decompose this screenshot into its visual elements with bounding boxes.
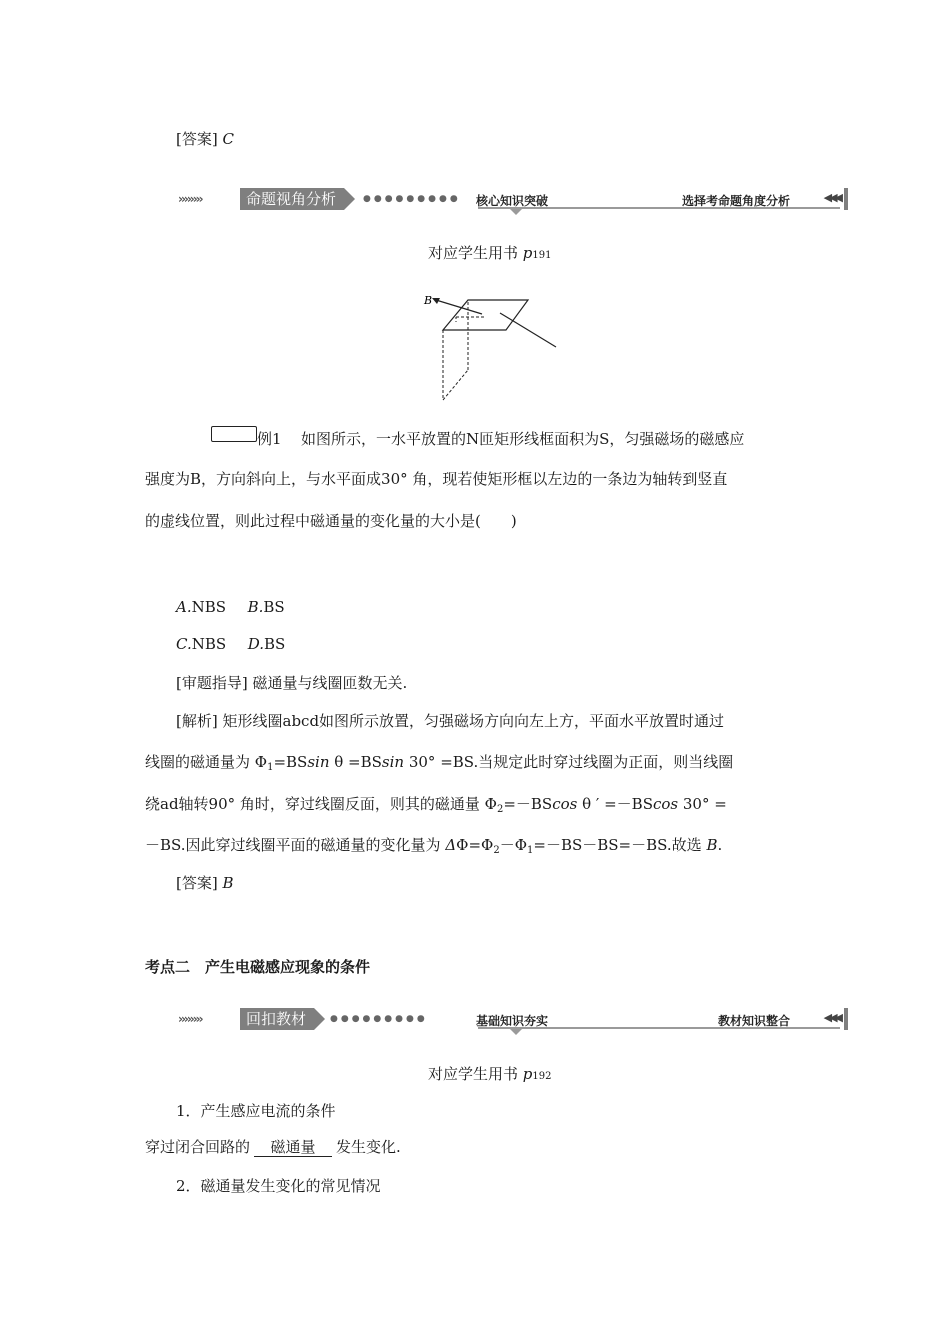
- analysis-text-3d: 30° =: [678, 795, 727, 813]
- analysis-choice: B: [706, 836, 718, 854]
- item-1-title: 1．产生感应电流的条件: [176, 1102, 336, 1120]
- dots-decoration: ●●●●●●●●●: [363, 194, 461, 204]
- analysis-text-3a: 绕ad轴转90° 角时，穿过线圈反面，则其的磁通量 Φ: [145, 795, 497, 813]
- magnetic-field-figure: [418, 290, 563, 405]
- analysis-line-1: [176, 710, 724, 731]
- answer-label: [答案]: [176, 130, 218, 148]
- item-1-text: [145, 1136, 401, 1157]
- banner-pointer-icon: [510, 1029, 522, 1035]
- option-c-text: NBS: [191, 635, 227, 653]
- guide-line: [176, 672, 407, 693]
- subscript-1: 1: [267, 762, 274, 773]
- guide-text: 磁通量与线圈匝数无关.: [252, 674, 408, 692]
- analysis-period: .: [717, 836, 723, 854]
- example-line-1: 如图所示，一水平放置的N匝矩形线框面积为S，匀强磁场的磁感应: [301, 430, 745, 448]
- banner-center-label: 基础知识夯实: [476, 1014, 549, 1028]
- analysis-line-2: [145, 751, 733, 773]
- analysis-text-4a: －BS.因此穿过线圈平面的磁通量的变化量为: [145, 836, 446, 854]
- item-1-text-a: 穿过闭合回路的: [145, 1138, 251, 1156]
- answer-value: C: [222, 130, 234, 148]
- cos-function: cos: [652, 795, 679, 813]
- analysis-text-2c: θ =BS: [329, 753, 382, 771]
- example-tag: 例1: [257, 430, 282, 448]
- item-2-title: 2．磁通量发生变化的常见情况: [176, 1177, 381, 1195]
- analysis-text-2d: 30° =BS.当规定此时穿过线圈为正面，则当线圈: [404, 753, 734, 771]
- section-banner-analysis: [178, 188, 848, 212]
- answer-line-1: [176, 128, 234, 149]
- section-title: 考点二 产生电磁感应现象的条件: [145, 958, 371, 976]
- chevrons-right-icon: ››››››››: [178, 1012, 202, 1026]
- analysis-text-2a: 线圈的磁通量为 Φ: [145, 753, 268, 771]
- options-row-1: [176, 598, 285, 616]
- delta-symbol: Δ: [445, 836, 457, 854]
- option-c-letter: C.: [176, 635, 192, 653]
- reference-page-number: 191: [532, 250, 552, 261]
- answer-line-2: [176, 872, 234, 893]
- banner-right-label: 教材知识整合: [717, 1014, 790, 1028]
- banner-pointer-icon: [510, 209, 522, 215]
- example-marker-icon: [211, 426, 257, 442]
- chevrons-left-icon: ◀◀◀: [823, 1011, 840, 1024]
- reference-page-prefix: p: [522, 1065, 533, 1083]
- banner-tag: 命题视角分析: [240, 188, 344, 210]
- book-reference-1: [428, 242, 552, 263]
- dots-decoration: ●●●●●●●●●: [330, 1014, 428, 1024]
- analysis-text-3c: θ ′ =－BS: [577, 795, 653, 813]
- answer-value: B: [222, 874, 234, 892]
- item-1-text-b: 发生变化.: [336, 1138, 401, 1156]
- option-b-letter: B.: [247, 598, 264, 616]
- option-a-text: NBS: [191, 598, 227, 616]
- sin-function: sin: [381, 753, 405, 771]
- banner-right-label: 选择考命题角度分析: [681, 194, 790, 208]
- chevrons-left-icon: ◀◀◀: [823, 191, 840, 204]
- reference-page-prefix: p: [522, 244, 533, 262]
- section-banner-review: [178, 1008, 848, 1032]
- analysis-text-1: 矩形线圈abcd如图所示放置，匀强磁场方向向左上方，平面水平放置时通过: [222, 712, 725, 730]
- chevrons-right-icon: ››››››››: [178, 192, 202, 206]
- sin-function: sin: [307, 753, 330, 771]
- option-d-text: BS: [263, 635, 286, 653]
- analysis-line-3: [145, 793, 727, 815]
- cos-function: cos: [552, 795, 578, 813]
- reference-text: 对应学生用书: [428, 1065, 519, 1083]
- field-label-b: B: [424, 294, 433, 307]
- reference-page-number: 192: [532, 1071, 552, 1082]
- banner-center-label: 核心知识突破: [476, 194, 549, 208]
- banner-end-bar: [844, 188, 848, 210]
- analysis-text-4b: Φ=Φ: [456, 836, 494, 854]
- fill-in-blank: 磁通量: [254, 1138, 332, 1157]
- guide-label: [审题指导]: [176, 674, 248, 692]
- answer-label: [答案]: [176, 874, 218, 892]
- subscript-2: 2: [493, 845, 500, 856]
- analysis-text-4d: =－BS－BS=－BS.故选: [533, 836, 707, 854]
- options-row-2: [176, 635, 285, 653]
- subscript-2: 2: [496, 804, 504, 815]
- analysis-text-4c: －Φ: [499, 836, 528, 854]
- example-line-2: 强度为B，方向斜向上，与水平面成30° 角，现若使矩形框以左边的一条边为轴转到竖直: [145, 470, 728, 488]
- reference-text: 对应学生用书: [428, 244, 519, 262]
- option-d-letter: D.: [247, 635, 264, 653]
- subscript-1: 1: [527, 845, 534, 856]
- banner-end-bar: [844, 1008, 848, 1030]
- book-reference-2: [428, 1063, 552, 1084]
- analysis-label: [解析]: [176, 712, 218, 730]
- analysis-line-4: [145, 834, 722, 856]
- analysis-text-3b: =－BS: [503, 795, 553, 813]
- analysis-text-2b: =BS: [273, 753, 308, 771]
- option-a-letter: A.: [176, 598, 192, 616]
- banner-tag: 回扣教材: [240, 1008, 314, 1030]
- option-b-text: BS: [263, 598, 285, 616]
- example-line-3: 的虚线位置，则此过程中磁通量的变化量的大小是( ): [145, 512, 517, 530]
